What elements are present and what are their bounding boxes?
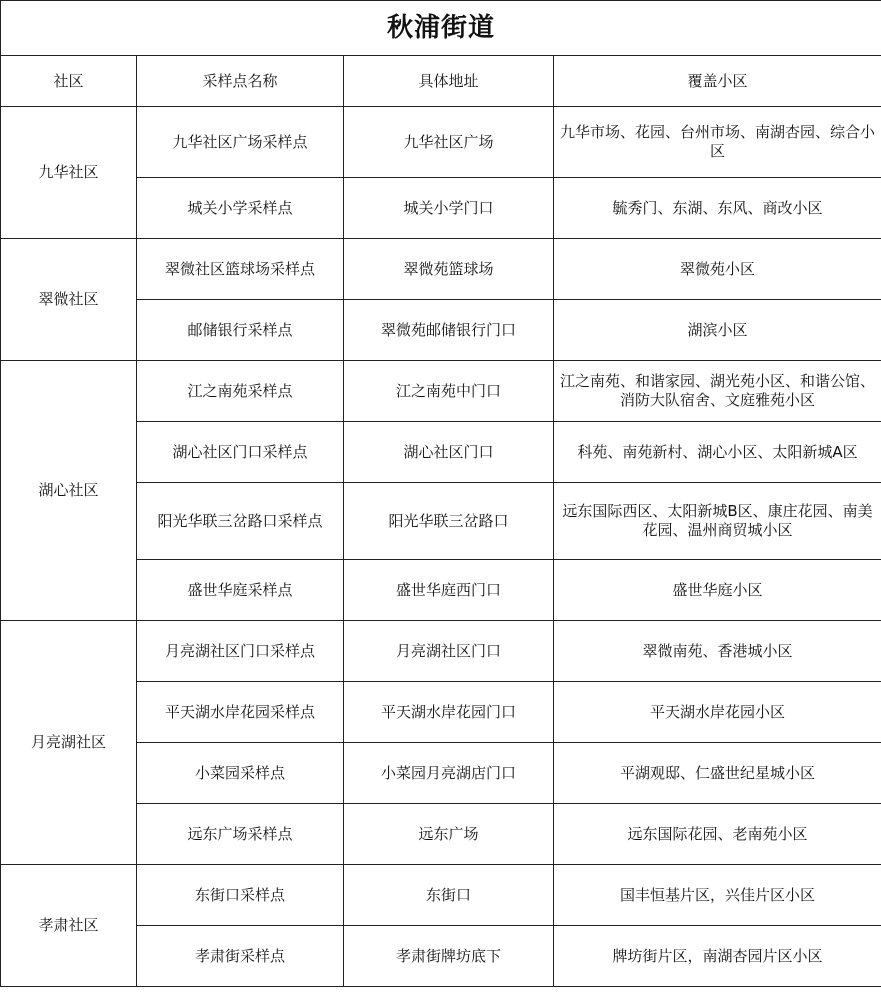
header-community: 社区 <box>1 56 137 107</box>
coverage-cell: 牌坊街片区，南湖杏园片区小区 <box>554 926 881 987</box>
coverage-cell: 翠微苑小区 <box>554 239 881 300</box>
community-cell: 月亮湖社区 <box>1 621 137 865</box>
address-cell: 盛世华庭西门口 <box>344 560 554 621</box>
address-cell: 阳光华联三岔路口 <box>344 483 554 560</box>
site-name-cell: 平天湖水岸花园采样点 <box>137 682 344 743</box>
coverage-cell: 远东国际花园、老南苑小区 <box>554 804 881 865</box>
table-title: 秋浦街道 <box>1 1 881 56</box>
coverage-cell: 科苑、南苑新村、湖心小区、太阳新城A区 <box>554 422 881 483</box>
header-address: 具体地址 <box>344 56 554 107</box>
coverage-cell: 盛世华庭小区 <box>554 560 881 621</box>
coverage-cell: 九华市场、花园、台州市场、南湖杏园、综合小区 <box>554 107 881 178</box>
coverage-cell: 国丰恒基片区，兴佳片区小区 <box>554 865 881 926</box>
site-name-cell: 城关小学采样点 <box>137 178 344 239</box>
header-row <box>1 56 881 107</box>
site-name-cell: 孝肃街采样点 <box>137 926 344 987</box>
address-cell: 翠微苑篮球场 <box>344 239 554 300</box>
address-cell: 孝肃街牌坊底下 <box>344 926 554 987</box>
address-cell: 东街口 <box>344 865 554 926</box>
table-row <box>1 361 881 422</box>
site-name-cell: 邮储银行采样点 <box>137 300 344 361</box>
site-name-cell: 阳光华联三岔路口采样点 <box>137 483 344 560</box>
site-name-cell: 盛世华庭采样点 <box>137 560 344 621</box>
coverage-cell: 毓秀门、东湖、东风、商改小区 <box>554 178 881 239</box>
header-coverage: 覆盖小区 <box>554 56 881 107</box>
address-cell: 月亮湖社区门口 <box>344 621 554 682</box>
address-cell: 江之南苑中门口 <box>344 361 554 422</box>
address-cell: 小菜园月亮湖店门口 <box>344 743 554 804</box>
community-cell: 湖心社区 <box>1 361 137 621</box>
coverage-cell: 翠微南苑、香港城小区 <box>554 621 881 682</box>
address-cell: 城关小学门口 <box>344 178 554 239</box>
site-name-cell: 翠微社区篮球场采样点 <box>137 239 344 300</box>
site-name-cell: 湖心社区门口采样点 <box>137 422 344 483</box>
site-name-cell: 九华社区广场采样点 <box>137 107 344 178</box>
table-row <box>1 621 881 682</box>
table-row <box>1 239 881 300</box>
site-name-cell: 东街口采样点 <box>137 865 344 926</box>
site-name-cell: 月亮湖社区门口采样点 <box>137 621 344 682</box>
site-name-cell: 小菜园采样点 <box>137 743 344 804</box>
address-cell: 翠微苑邮储银行门口 <box>344 300 554 361</box>
address-cell: 平天湖水岸花园门口 <box>344 682 554 743</box>
address-cell: 远东广场 <box>344 804 554 865</box>
coverage-cell: 江之南苑、和谐家园、湖光苑小区、和谐公馆、消防大队宿舍、文庭雅苑小区 <box>554 361 881 422</box>
coverage-cell: 湖滨小区 <box>554 300 881 361</box>
address-cell: 九华社区广场 <box>344 107 554 178</box>
header-site-name: 采样点名称 <box>137 56 344 107</box>
coverage-cell: 平天湖水岸花园小区 <box>554 682 881 743</box>
address-cell: 湖心社区门口 <box>344 422 554 483</box>
site-name-cell: 远东广场采样点 <box>137 804 344 865</box>
table-row <box>1 865 881 926</box>
community-cell: 孝肃社区 <box>1 865 137 987</box>
site-name-cell: 江之南苑采样点 <box>137 361 344 422</box>
community-cell: 九华社区 <box>1 107 137 239</box>
coverage-cell: 平湖观邸、仁盛世纪星城小区 <box>554 743 881 804</box>
table-row <box>1 107 881 178</box>
coverage-cell: 远东国际西区、太阳新城B区、康庄花园、南美花园、温州商贸城小区 <box>554 483 881 560</box>
community-cell: 翠微社区 <box>1 239 137 361</box>
